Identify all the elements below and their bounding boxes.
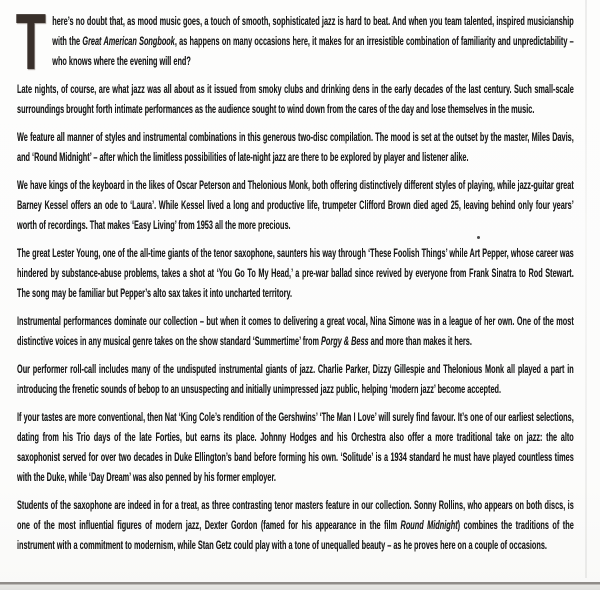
paragraph xyxy=(17,407,574,487)
italic-text-run: Round Midnight xyxy=(400,518,458,532)
text-run: Instrumental performances dominate our collection – but when it comes to delivering a great vocal, Nina Simone was in a league of her own. One of the most distinctive voices in any musical genre takes on the show standard ‘Summertime’ from xyxy=(17,314,574,348)
text-run: The great Lester Young, one of the all-time giants of the tenor saxophone, saunters his way through ‘These Foolish Things’ while Art Pepper, whose career was hindered by substance-abuse problems, takes a shot at ‘You Go To My Head,’ a pre-war ballad since revived by everyone from Frank Sinatra to Rod Stewart. The song may be familiar but Pepper’s alto sax takes it into uncharted territory. xyxy=(17,246,574,300)
text-run: here’s no doubt that, as mood music goes, a touch of smooth, sophisticated jazz is hard to beat. And when you team talented, inspired musicianship with the xyxy=(52,14,574,48)
text-run: ) combines the traditions of the instrument with a commitment to modernism, while Stan Getz could play with a tone of unequalled beauty – as he proves here on a couple of occasions. xyxy=(17,518,574,552)
drop-cap-letter: T xyxy=(15,0,47,86)
italic-text-run: Porgy & Bess xyxy=(321,334,369,348)
paragraph xyxy=(17,243,574,303)
paragraph xyxy=(17,359,574,399)
scan-right-edge xyxy=(585,0,587,578)
text-run: We feature all manner of styles and instrumental combinations in this generous two-disc compilation. The mood is set at the outset by the master, Miles Davis, and ‘Round Midnight’ – after which the limitless possibilities of late-night jazz are there to be explored by player and listener alike. xyxy=(17,130,574,164)
text-run: We have kings of the keyboard in the likes of Oscar Peterson and Thelonious Monk, both offering distinctively different styles of playing, while jazz-guitar great Barney Kessel offers an ode to ‘Laura’. While Kessel lived a long and productive life, trumpeter Clifford Brown died aged 25, leaving behind only four years’ worth of recordings. That makes ‘Easy Living’ from 1953 all the more precious. xyxy=(17,178,574,232)
paragraph xyxy=(17,311,574,351)
text-run: Late nights, of course, are what jazz was all about as it issued from smoky clubs and drinking dens in the early decades of the last century. Such small-scale surroundings brought forth intimate performances as the audience sought to wind down from the cares of the day and lose themselves in the music. xyxy=(17,82,574,116)
text-run: , as happens on many occasions here, it makes for an irresistible combination of familiarity and unpredictability – who knows where the evening will end? xyxy=(52,34,574,68)
paragraph xyxy=(15,0,574,86)
text-run: If your tastes are more conventional, then Nat ‘King Cole’s rendition of the Gershwins’ ‘The Man I Love’ will surely find favour. It’s one of our earliest selections, dating from his Trio days of the late Forties, but earns its place. Johnny Hodges and his Orchestra also offer a more traditional take on jazz: the alto saxophonist served for over two decades in Duke Ellington’s band before forming his own. ‘Solitude’ is a 1934 standard he must have played countless times with the Duke, while ‘Day Dream’ was also penned by his former employer. xyxy=(17,410,574,484)
italic-text-run: Great American Songbook xyxy=(82,34,175,48)
scan-bottom-edge xyxy=(0,582,600,590)
paragraph xyxy=(17,127,574,167)
paragraph xyxy=(17,79,574,119)
ink-speck xyxy=(477,236,480,239)
text-run: Students of the saxophone are indeed in for a treat, as three contrasting tenor masters feature in our collection. Sonny Rollins, who appears on both discs, is one of the most influential figures of modern jazz, Dexter Gordon (famed for his appearance in the film xyxy=(17,498,574,532)
text-run: Our performer roll-call includes many of the undisputed instrumental giants of jazz. Charlie Parker, Dizzy Gillespie and Thelonious Monk all played a part in introducing the frenetic sounds of bebop to an unsuspecting and initially unimpressed jazz public, helping ‘modern jazz’ become accepted. xyxy=(17,362,574,396)
liner-notes-text xyxy=(15,0,600,563)
text-run: and more than makes it hers. xyxy=(368,334,472,348)
paragraph xyxy=(17,175,574,235)
paragraph xyxy=(17,495,574,555)
